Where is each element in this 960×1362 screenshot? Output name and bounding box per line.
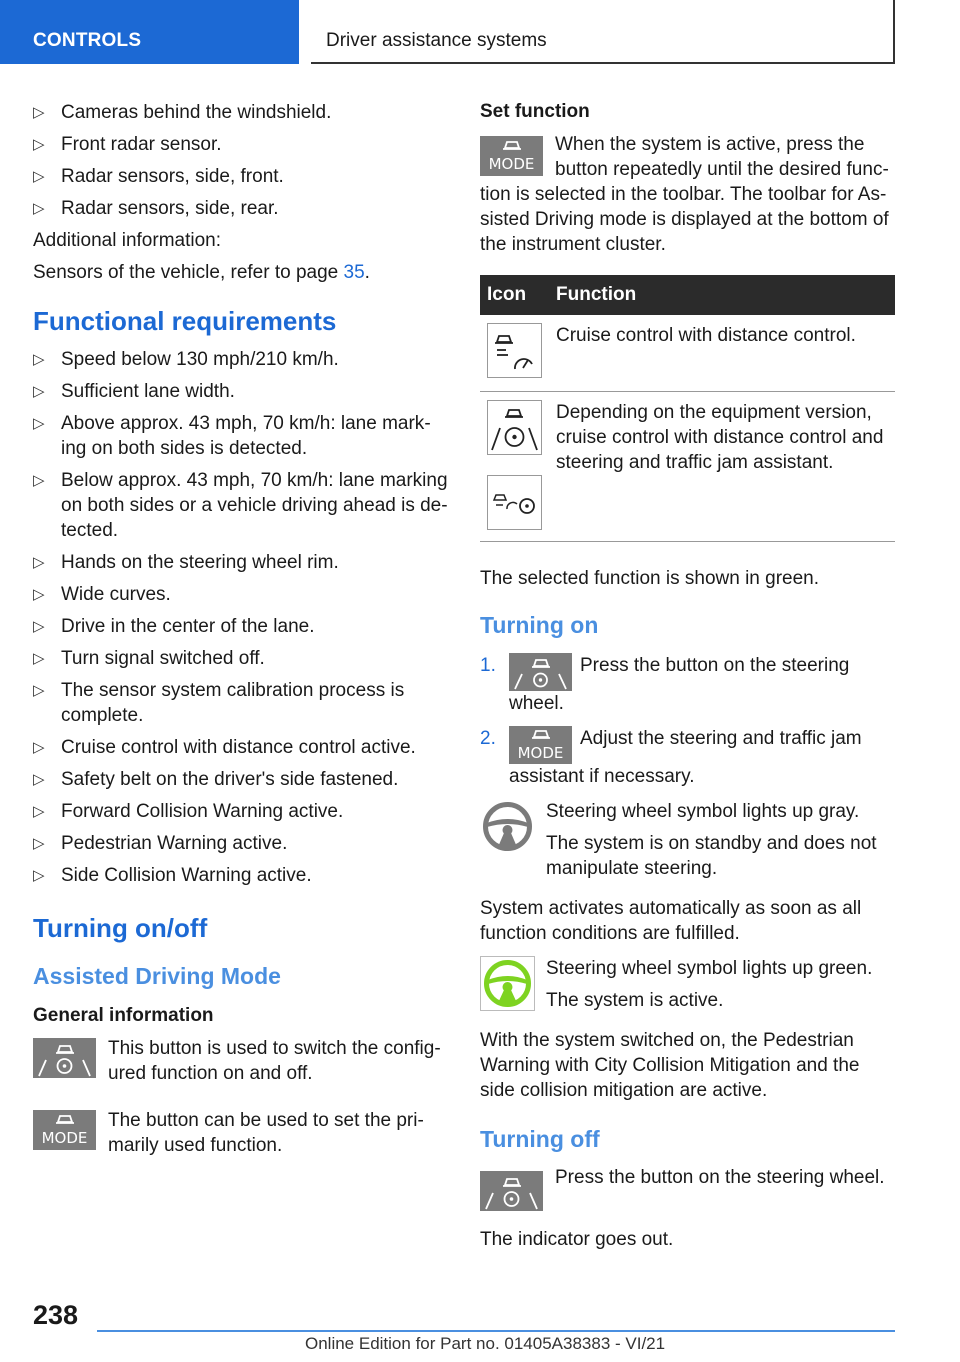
step-number: 2. (480, 727, 496, 749)
function-table (480, 275, 895, 542)
turning-onoff-heading: Turning on/off (33, 913, 208, 943)
bullet-triangle-icon: ▷ (33, 136, 45, 153)
list-item: ▷ Speed below 130 mph/210 km/h. (33, 349, 339, 370)
list-item: ▷ Cruise control with distance control active. (33, 737, 416, 758)
bullet-triangle-icon: ▷ (33, 739, 45, 756)
list-item: ▷ Radar sensors, side, rear. (33, 198, 279, 219)
bullet-triangle-icon: ▷ (33, 867, 45, 884)
page-header (0, 0, 960, 64)
list-item: 2. MODE Adjust the steering and traffic jam assistant if necessary. (480, 727, 862, 787)
additional-info-label: Additional information: (33, 230, 221, 251)
turning-off-text: Press the button on the steering wheel. (555, 1166, 885, 1188)
list-item: ▷ Wide curves. (33, 584, 171, 605)
list-item: ▷ Pedestrian Warning active. (33, 833, 288, 854)
mode-button-icon (33, 1110, 96, 1150)
list-item: ▷ Radar sensors, side, front. (33, 166, 284, 187)
step-number: 1. (480, 654, 496, 676)
list-item: ▷ Sufficient lane width. (33, 381, 235, 402)
bullet-triangle-icon: ▷ (33, 650, 45, 667)
bullet-triangle-icon: ▷ (33, 586, 45, 603)
set-function-heading: Set function (480, 101, 590, 122)
steering-wheel-green-icon (480, 956, 535, 1011)
list-item: 1. Press the button on the steering wheel. (480, 654, 850, 714)
indicator-out-text: The indicator goes out. (480, 1228, 674, 1250)
list-item: ▷ Cameras behind the windshield. (33, 102, 332, 123)
page-number: 238 (33, 1300, 79, 1330)
bullet-triangle-icon: ▷ (33, 618, 45, 635)
function-cell: Depending on the equipment version, cruise control with distance control and steering and traffic jam assistant. (549, 391, 895, 541)
bullet-triangle-icon: ▷ (33, 104, 45, 121)
sensors-reference: Sensors of the vehicle, refer to page 35. (33, 262, 370, 283)
turning-on-steps (480, 653, 895, 789)
function-cell: Cruise control with distance control. (549, 315, 895, 391)
green-symbol-row (480, 956, 895, 1020)
set-function-text: When the system is active, press the button repeatedly until the desired function is selected in the toolbar. The toolbar for Assisted Driving mode is displayed at the bottom of the instrument cluster. (480, 134, 889, 255)
list-item: ▷ Forward Collision Warning active. (33, 801, 344, 822)
svg-text:MODE: MODE (41, 1129, 88, 1147)
list-item: ▷ Front radar sensor. (33, 134, 222, 155)
gray-symbol-row (480, 799, 895, 888)
assist-button-icon (509, 653, 572, 691)
system-on-text: With the system switched on, the Pedestrian Warning with City Collision Mitigation and the side collision mitigation are active. (480, 1029, 860, 1101)
turning-off-heading: Turning off (480, 1125, 600, 1152)
bullet-triangle-icon: ▷ (33, 383, 45, 400)
general-info-heading: General information (33, 1005, 214, 1026)
sensor-list (33, 100, 449, 221)
bullet-triangle-icon: ▷ (33, 554, 45, 571)
svg-text:MODE: MODE (488, 155, 535, 173)
general-info-text-2: The button can be used to set the primarily used function. (108, 1110, 424, 1156)
table-row (480, 391, 895, 541)
set-function-row (480, 132, 895, 257)
functional-requirements-heading: Functional requirements (33, 306, 337, 336)
bullet-triangle-icon: ▷ (33, 168, 45, 185)
right-column (480, 100, 895, 1252)
bullet-triangle-icon: ▷ (33, 803, 45, 820)
chapter-title: Driver assistance systems (311, 0, 895, 64)
traffic-jam-assist-icon (487, 475, 542, 530)
list-item: ▷ The sensor system calibration process is complete. (33, 680, 405, 726)
section-tab: CONTROLS (0, 0, 299, 64)
list-item: ▷ Turn signal switched off. (33, 648, 265, 669)
gray-symbol-text-2: The system is on standby and does not manipulate steering. (546, 832, 877, 879)
assist-button-icon (33, 1038, 96, 1078)
cruise-control-icon (487, 323, 542, 378)
bullet-triangle-icon: ▷ (33, 351, 45, 368)
mode-button-row (33, 1108, 449, 1158)
table-header-icon: Icon (480, 275, 549, 315)
footer-divider (97, 1330, 895, 1332)
bullet-triangle-icon: ▷ (33, 472, 45, 489)
bullet-triangle-icon: ▷ (33, 771, 45, 788)
list-item: ▷ Below approx. 43 mph, 70 km/h: lane marking on both sides or a vehicle driving ahead is detected. (33, 470, 448, 541)
green-symbol-text-2: The system is active. (546, 989, 724, 1011)
mode-button-icon (480, 136, 543, 176)
edition-footer: Online Edition for Part no. 01405A38383 - VI/21 (305, 1334, 666, 1353)
steering-assist-icon (487, 400, 542, 455)
assist-button-icon (480, 1171, 543, 1211)
list-item: ▷ Above approx. 43 mph, 70 km/h: lane marking on both sides is detected. (33, 413, 431, 459)
table-row (480, 315, 895, 391)
selected-function-note: The selected function is shown in green. (480, 567, 820, 589)
steering-wheel-gray-icon (480, 799, 535, 854)
assisted-driving-mode-heading: Assisted Driving Mode (33, 963, 281, 989)
gray-symbol-text-1: Steering wheel symbol lights up gray. (546, 800, 860, 822)
list-item: ▷ Hands on the steering wheel rim. (33, 552, 339, 573)
list-item: ▷ Safety belt on the driver's side fastened. (33, 769, 399, 790)
bullet-triangle-icon: ▷ (33, 200, 45, 217)
svg-text:MODE: MODE (517, 743, 564, 762)
turning-on-heading: Turning on (480, 611, 599, 638)
assist-button-row (33, 1036, 449, 1086)
bullet-triangle-icon: ▷ (33, 835, 45, 852)
mode-button-icon (509, 726, 572, 764)
bullet-triangle-icon: ▷ (33, 682, 45, 699)
left-column (33, 100, 449, 1170)
auto-activate-text: System activates automatically as soon as all function conditions are fulfilled. (480, 897, 862, 944)
turning-off-row (480, 1165, 895, 1215)
page-link[interactable]: 35 (343, 262, 365, 283)
green-symbol-text-1: Steering wheel symbol lights up green. (546, 957, 873, 979)
bullet-triangle-icon: ▷ (33, 415, 45, 432)
general-info-text-1: This button is used to switch the configured function on and off. (108, 1038, 441, 1084)
list-item: ▷ Side Collision Warning active. (33, 865, 312, 886)
requirements-list (33, 347, 449, 888)
table-header-function: Function (549, 275, 895, 315)
list-item: ▷ Drive in the center of the lane. (33, 616, 315, 637)
